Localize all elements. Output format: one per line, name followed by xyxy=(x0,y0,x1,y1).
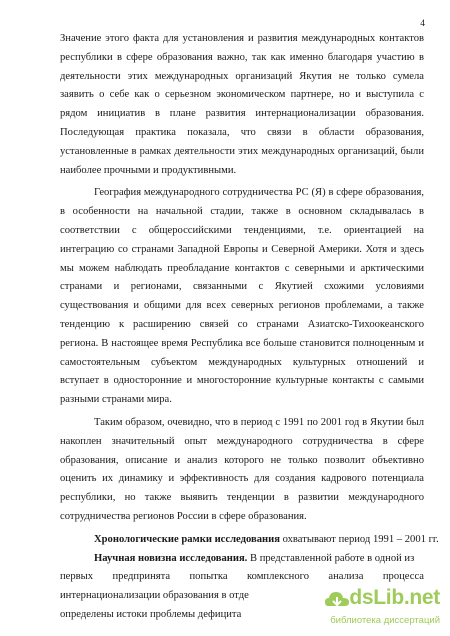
text-line: региона. В настоящее время Республика все больше становится полноценным и xyxy=(60,337,424,349)
page-number: 4 xyxy=(420,19,425,29)
chronology-text: охватывают период 1991 – 2001 гг. xyxy=(279,533,439,545)
text-line: республики, но также выявить тенденции в развитии международного xyxy=(60,492,424,504)
novelty-text: В представленной работе в одной из xyxy=(247,552,415,564)
text-line: накоплен значительный опыт международного сотрудничества в сфере xyxy=(60,435,424,447)
text-line: существования и общими для всех северных регионов проблемами, а также xyxy=(60,300,424,312)
watermark-logo: dsLib.net xyxy=(349,586,440,609)
text-line: деятельности этих международных организаций Якутия не только сумела xyxy=(60,70,424,82)
cloud-download-icon xyxy=(324,588,350,614)
novelty-heading: Научная новизна исследования. xyxy=(94,552,248,564)
text-line: География международного сотрудничества РС (Я) в сфере образования, xyxy=(94,187,424,199)
text-line: Значение этого факта для установления и развития международных контактов xyxy=(60,33,424,44)
text-line: вступает в односторонние и многосторонние культурные контакты с самыми xyxy=(60,375,424,387)
chronology-line xyxy=(60,531,439,550)
text-line: рядом инициатив в плане развития интернационализации образования. xyxy=(60,108,424,120)
text-line: странами и регионами, связанными с Якутией схожими условиями xyxy=(60,281,424,293)
chronology-heading: Хронологические рамки исследования xyxy=(94,533,280,545)
text-line: разными странами мира. xyxy=(60,394,172,406)
text-line: в особенности на начальной стадии, также в основном складывалась в xyxy=(60,206,424,218)
text-line: интеграцию со странами Западной Европы и Северной Америки. Хотя и здесь xyxy=(60,243,424,255)
text-line: оценить их динамику и эффективность для создания кадрового потенциала xyxy=(60,473,424,485)
text-line: заявить о себе как о серьезном экономическом партнере, но и выступила с xyxy=(60,89,424,101)
dslib-watermark xyxy=(324,586,442,628)
novelty-line xyxy=(60,550,424,569)
text-line: определены истоки проблемы дефицита xyxy=(60,608,242,620)
text-line: тенденцию к расширению связей со странами Азиатско-Тихоокеанского xyxy=(60,318,424,330)
text-line: сотрудничества регионов России в сфере образования. xyxy=(60,510,307,522)
text-line: образования, описание и анализ которого не только позволит объективно xyxy=(60,454,424,466)
text-line: самостоятельным субъектом международных культурных отношений и xyxy=(60,356,424,368)
text-line: первых предпринята попытка комплексного анализа процесса xyxy=(60,571,424,583)
text-line: Таким образом, очевидно, что в период с 1991 по 2001 год в Якутии был xyxy=(94,416,424,428)
document-body xyxy=(60,30,439,625)
text-line: Последующая практика показала, что связи в области образования, xyxy=(60,126,424,138)
text-line: наиболее прочными и продуктивными. xyxy=(60,164,237,176)
text-line: установленные в рамках деятельности этих международных организаций, были xyxy=(60,145,424,157)
watermark-subtitle: библиотека диссертаций xyxy=(330,615,440,626)
text-line: соответствии с общероссийскими тенденциями, т.е. ориентацией на xyxy=(60,224,424,236)
text-line: республики в сфере образования важно, так как именно благодаря участию в xyxy=(60,51,424,63)
text-line: интернационализации образования в отде xyxy=(60,590,249,602)
text-line: мы можем наблюдать преобладание контактов с северными и арктическими xyxy=(60,262,424,274)
